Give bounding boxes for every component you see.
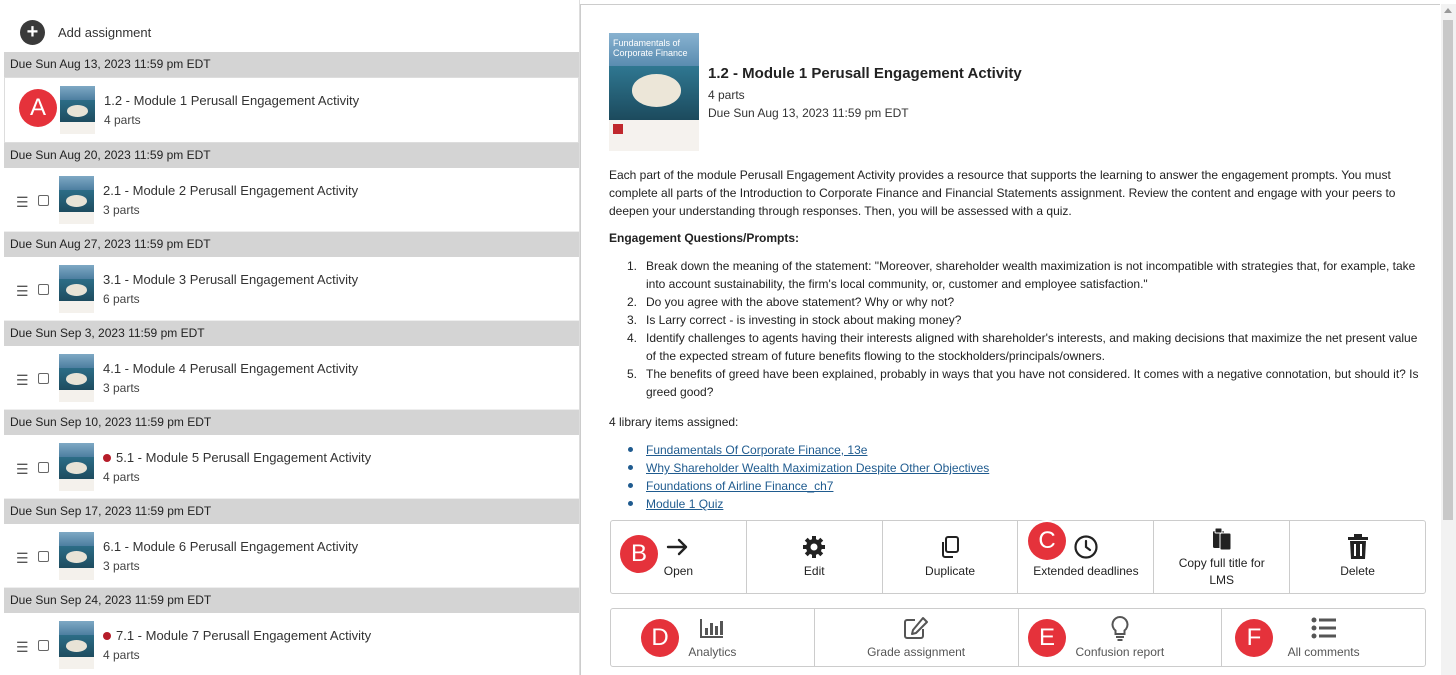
library-link[interactable]: Module 1 Quiz — [646, 497, 724, 511]
primary-actions — [610, 520, 1426, 594]
secondary-actions — [610, 608, 1426, 667]
select-checkbox[interactable] — [38, 640, 49, 651]
all-comments-label: All comments — [1287, 644, 1360, 659]
library-item — [627, 495, 989, 513]
drag-handle-icon[interactable]: ☰ — [16, 194, 29, 210]
due-header: Due Sun Sep 24, 2023 11:59 pm EDT — [4, 588, 579, 613]
edit-pencil-icon — [903, 615, 929, 641]
unread-dot-icon — [103, 454, 111, 462]
drag-handle-icon[interactable]: ☰ — [16, 461, 29, 477]
plus-icon: + — [20, 20, 45, 45]
annotation-marker-b: B — [620, 535, 658, 573]
add-assignment-button[interactable] — [20, 19, 151, 45]
drag-handle-icon[interactable]: ☰ — [16, 550, 29, 566]
add-assignment-label: Add assignment — [58, 24, 152, 40]
select-checkbox[interactable] — [38, 462, 49, 473]
assignment-title[interactable]: 2.1 - Module 2 Perusall Engagement Activity — [103, 183, 359, 198]
assignment-parts: 3 parts — [103, 203, 140, 217]
assignment-title[interactable]: 3.1 - Module 3 Perusall Engagement Activity — [103, 272, 359, 287]
book-cover-image — [609, 33, 699, 151]
book-cover-thumbnail — [59, 354, 94, 402]
list-item[interactable] — [4, 168, 579, 232]
annotation-marker-f: F — [1235, 619, 1273, 657]
delete-label: Delete — [1340, 564, 1375, 578]
annotation-marker-d: D — [641, 619, 679, 657]
lightbulb-icon — [1110, 615, 1130, 641]
drag-handle-icon[interactable]: ☰ — [16, 283, 29, 299]
select-checkbox[interactable] — [38, 551, 49, 562]
due-header: Due Sun Sep 3, 2023 11:59 pm EDT — [4, 321, 579, 346]
scroll-up-icon[interactable] — [1444, 8, 1452, 13]
scrollbar-thumb[interactable] — [1443, 20, 1453, 520]
book-cover-thumbnail — [60, 86, 95, 134]
list-item[interactable] — [4, 435, 579, 499]
open-label: Open — [663, 564, 694, 578]
due-header: Due Sun Aug 13, 2023 11:59 pm EDT — [4, 52, 579, 77]
due-header: Due Sun Aug 20, 2023 11:59 pm EDT — [4, 143, 579, 168]
book-cover-thumbnail — [59, 532, 94, 580]
assignment-title[interactable]: 6.1 - Module 6 Perusall Engagement Activity — [103, 539, 359, 554]
drag-handle-icon[interactable]: ☰ — [16, 372, 29, 388]
select-checkbox[interactable] — [38, 195, 49, 206]
assignment-title[interactable]: 7.1 - Module 7 Perusall Engagement Activity — [103, 628, 371, 643]
drag-handle-icon[interactable]: ☰ — [16, 639, 29, 655]
clock-icon — [1073, 534, 1099, 560]
unread-dot-icon — [103, 632, 111, 640]
bar-chart-icon — [699, 615, 725, 641]
edit-button[interactable] — [747, 521, 883, 593]
library-list — [627, 441, 989, 513]
due-header: Due Sun Sep 10, 2023 11:59 pm EDT — [4, 410, 579, 435]
copy-icon — [939, 534, 961, 560]
list-item[interactable] — [4, 257, 579, 321]
assignment-parts: 4 parts — [103, 648, 140, 662]
delete-button[interactable] — [1290, 521, 1425, 593]
grade-assignment-button[interactable] — [815, 609, 1019, 666]
assignment-parts: 4 parts — [104, 113, 141, 127]
grade-assignment-label: Grade assignment — [867, 644, 966, 659]
prompt-item: 4. Identify challenges to agents having their interests aligned with shareholder's interests, and making decisions that maximize the net present value of the expected stream of future benefits flowing to the stockholders/principals/owners. — [627, 331, 1418, 363]
edit-label: Edit — [803, 564, 825, 578]
detail-title: 1.2 - Module 1 Perusall Engagement Activity — [708, 65, 1022, 82]
assignment-title[interactable]: 1.2 - Module 1 Perusall Engagement Activity — [104, 93, 360, 108]
assignment-list-panel — [0, 0, 580, 675]
cover-title: Fundamentals of Corporate Finance — [609, 33, 699, 66]
assignment-description: Each part of the module Perusall Engagement Activity provides a resource that supports the learning to answer the engagement prompts. You must complete all parts of the Introduction to Corporate Finance and Financial Statements assignment. Review the content and engage with your peers to deepen your understanding through responses. Then, you will be assessed with a quiz. — [609, 168, 1396, 218]
due-header: Due Sun Sep 17, 2023 11:59 pm EDT — [4, 499, 579, 524]
prompts-heading: Engagement Questions/Prompts: — [609, 231, 800, 245]
library-link[interactable]: Foundations of Airline Finance_ch7 — [646, 479, 834, 493]
list-item[interactable] — [4, 613, 579, 675]
list-item[interactable] — [4, 77, 579, 143]
annotation-marker-a: A — [19, 89, 57, 127]
book-cover-thumbnail — [59, 621, 94, 669]
analytics-label: Analytics — [688, 644, 737, 659]
assignment-parts: 3 parts — [103, 559, 140, 573]
library-link[interactable]: Why Shareholder Wealth Maximization Despite Other Objectives — [646, 461, 990, 475]
duplicate-label: Duplicate — [925, 564, 976, 578]
trash-icon — [1347, 534, 1369, 560]
copy-title-label: Copy full title for LMS — [1178, 555, 1265, 587]
select-checkbox[interactable] — [38, 373, 49, 384]
assignment-parts: 4 parts — [103, 470, 140, 484]
assignment-title[interactable]: 5.1 - Module 5 Perusall Engagement Activity — [103, 450, 371, 465]
scrollbar[interactable] — [1441, 4, 1456, 675]
assignment-detail-panel — [580, 4, 1440, 675]
prompt-item: 3. Is Larry correct - is investing in stock about making money? — [627, 313, 962, 327]
library-item — [627, 459, 989, 477]
book-cover-thumbnail — [59, 443, 94, 491]
book-cover-thumbnail — [59, 176, 94, 224]
duplicate-button[interactable] — [883, 521, 1019, 593]
book-cover-thumbnail — [59, 265, 94, 313]
arrow-right-icon — [666, 534, 690, 560]
prompt-item: 5. The benefits of greed have been explained, probably in ways that you have not considered. It comes with a negative connotation, but should it? Is greed good? — [627, 367, 1419, 399]
assignment-parts: 3 parts — [103, 381, 140, 395]
list-icon — [1311, 615, 1337, 641]
detail-due: Due Sun Aug 13, 2023 11:59 pm EDT — [708, 106, 909, 120]
gear-icon — [802, 534, 826, 560]
library-link[interactable]: Fundamentals Of Corporate Finance, 13e — [646, 443, 868, 457]
annotation-marker-c: C — [1028, 522, 1066, 560]
library-heading: 4 library items assigned: — [609, 415, 739, 429]
assignment-title[interactable]: 4.1 - Module 4 Perusall Engagement Activity — [103, 361, 359, 376]
prompt-item: 1. Break down the meaning of the statement: "Moreover, shareholder wealth maximization is not incompatible with strategies that, for example, take into account sustainability, the firm's local community, or, customer and employee satisfaction." — [627, 259, 1416, 291]
prompt-item: 2. Do you agree with the above statement? Why or why not? — [627, 295, 955, 309]
prompts-list — [627, 257, 1427, 401]
library-item — [627, 441, 989, 459]
annotation-marker-e: E — [1028, 619, 1066, 657]
detail-parts: 4 parts — [708, 88, 745, 102]
library-item — [627, 477, 989, 495]
copy-title-button[interactable] — [1154, 521, 1290, 593]
list-item[interactable] — [4, 346, 579, 410]
list-item[interactable] — [4, 524, 579, 588]
assignment-list — [4, 52, 579, 675]
select-checkbox[interactable] — [38, 284, 49, 295]
extended-deadlines-label: Extended deadlines — [1033, 564, 1139, 578]
clipboard-icon — [1210, 526, 1234, 552]
confusion-report-label: Confusion report — [1075, 644, 1165, 659]
assignment-parts: 6 parts — [103, 292, 140, 306]
due-header: Due Sun Aug 27, 2023 11:59 pm EDT — [4, 232, 579, 257]
